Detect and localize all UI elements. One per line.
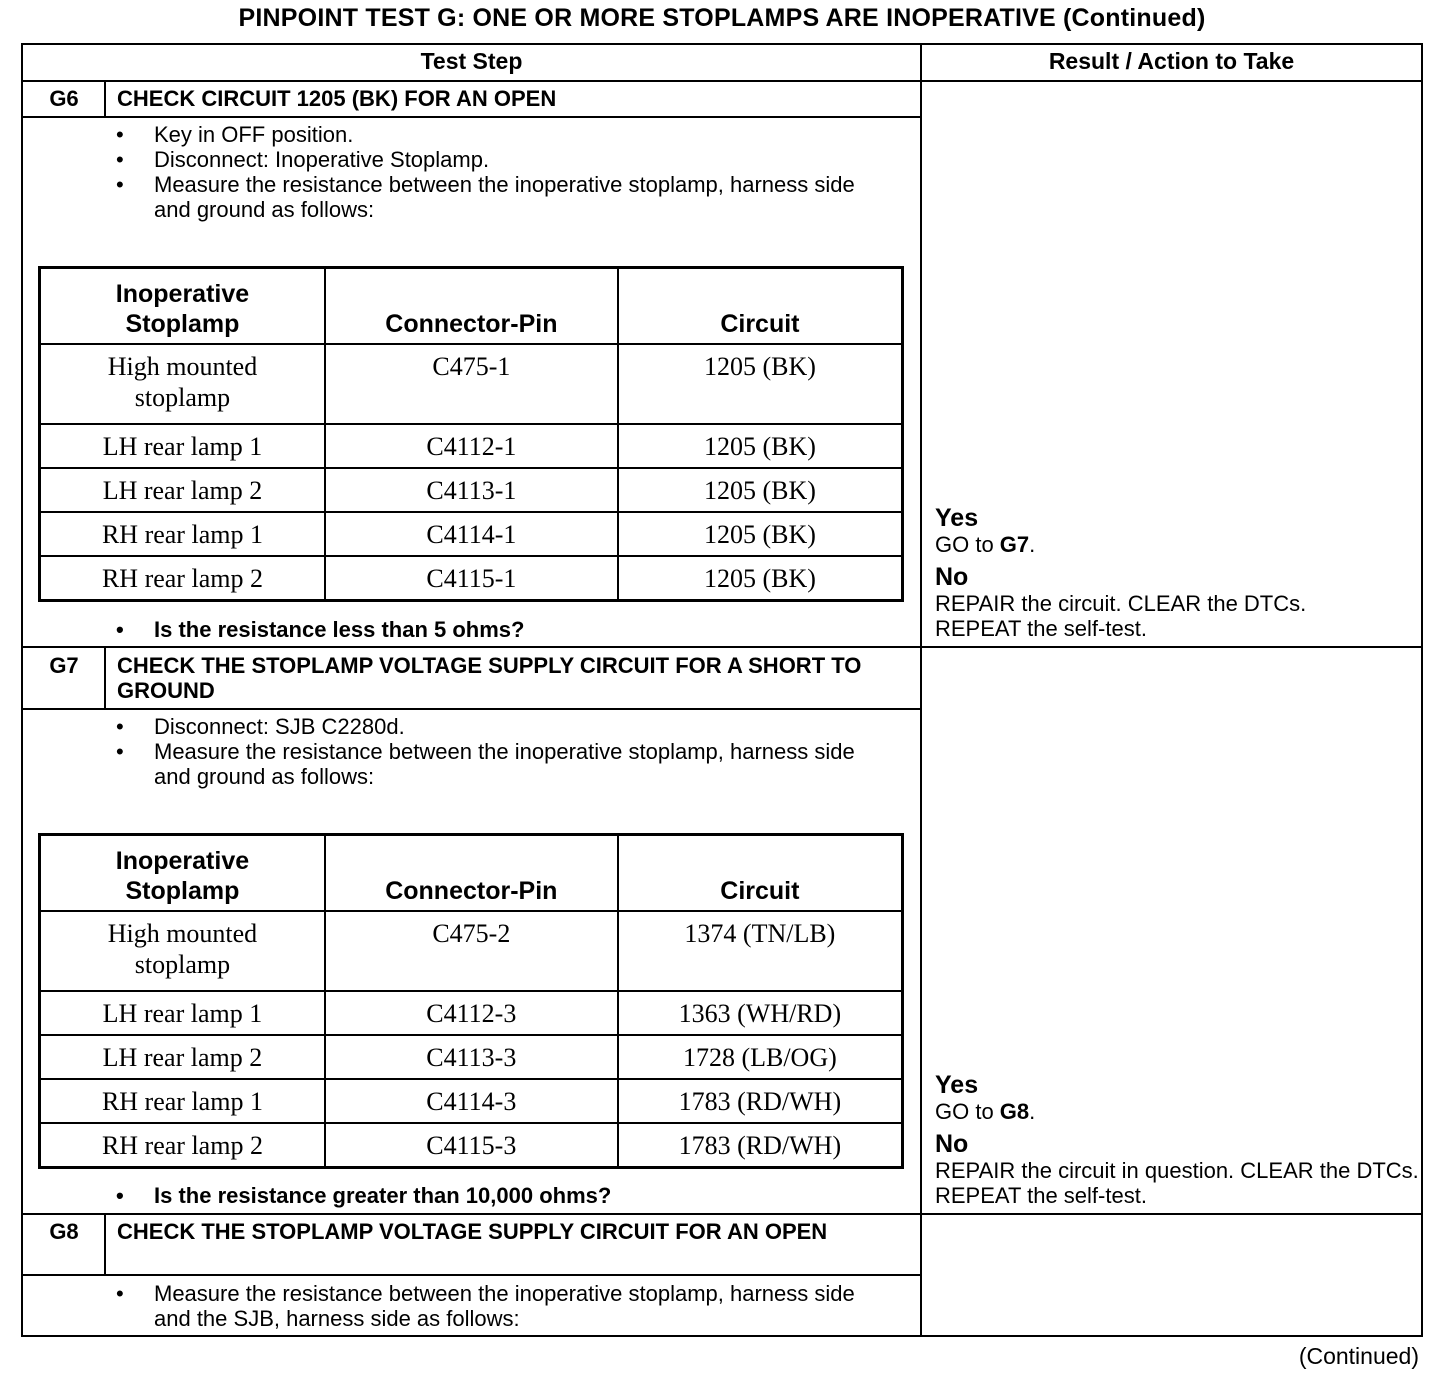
step-question <box>116 1183 896 1208</box>
table-row <box>40 1123 903 1168</box>
cell-lamp: RH rear lamp 2 <box>40 556 325 601</box>
bullet-item: • Measure the resistance between the inoperative stoplamp, harness side and ground as follows: <box>116 172 896 222</box>
cell-lamp: RH rear lamp 2 <box>40 1123 325 1168</box>
cell-circuit: 1205 (BK) <box>618 512 903 556</box>
yes-action: GO to G7. <box>935 532 1036 557</box>
bullet-item: • Disconnect: Inoperative Stoplamp. <box>116 147 896 172</box>
cell-lamp: High mounted stoplamp <box>40 344 325 424</box>
table-row <box>40 991 903 1035</box>
bullet-item: • Disconnect: SJB C2280d. <box>116 714 896 739</box>
cell-circuit: 1205 (BK) <box>618 424 903 468</box>
cell-pin: C4113-3 <box>325 1035 618 1079</box>
step-g7-title-divider <box>21 708 922 710</box>
page-title: PINPOINT TEST G: ONE OR MORE STOPLAMPS ARE INOPERATIVE (Continued) <box>238 4 1206 32</box>
step-title: CHECK THE STOPLAMP VOLTAGE SUPPLY CIRCUIT FOR A SHORT TO GROUND <box>117 653 862 703</box>
table-row <box>40 512 903 556</box>
cell-pin: C4114-1 <box>325 512 618 556</box>
no-action: REPAIR the circuit in question. CLEAR the DTCs. REPEAT the self-test. <box>935 1158 1419 1208</box>
step-result <box>935 1071 1421 1208</box>
column-header-pin: Connector-Pin <box>325 835 618 912</box>
column-divider <box>920 43 922 1337</box>
cell-lamp: LH rear lamp 1 <box>40 424 325 468</box>
bullet-item: • Measure the resistance between the inoperative stoplamp, harness side and the SJB, harness side as follows: <box>116 1281 896 1331</box>
cell-pin: C475-2 <box>325 911 618 991</box>
yes-label: Yes <box>935 504 979 532</box>
cell-circuit: 1363 (WH/RD) <box>618 991 903 1035</box>
step-question <box>116 617 896 642</box>
step-instructions <box>116 122 896 222</box>
step-g6-bottom-divider <box>21 646 1423 648</box>
cell-circuit: 1783 (RD/WH) <box>618 1123 903 1168</box>
header-test-step: Test Step <box>420 48 523 74</box>
cell-pin: C475-1 <box>325 344 618 424</box>
column-header-circuit: Circuit <box>618 835 903 912</box>
step-g7-bottom-divider <box>21 1213 1423 1215</box>
continued-note: (Continued) <box>1298 1343 1419 1369</box>
step-g6-title-divider <box>21 116 922 118</box>
column-header-lamp: Inoperative Stoplamp <box>40 268 325 345</box>
yes-action: GO to G8. <box>935 1099 1036 1124</box>
step-id: G7 <box>49 653 79 678</box>
connector-table <box>38 266 904 602</box>
cell-pin: C4114-3 <box>325 1079 618 1123</box>
header-row-divider <box>21 80 1423 82</box>
cell-pin: C4113-1 <box>325 468 618 512</box>
column-header-pin: Connector-Pin <box>325 268 618 345</box>
table-row <box>40 1079 903 1123</box>
step-title: CHECK THE STOPLAMP VOLTAGE SUPPLY CIRCUIT FOR AN OPEN <box>117 1219 828 1244</box>
cell-circuit: 1728 (LB/OG) <box>618 1035 903 1079</box>
cell-circuit: 1205 (BK) <box>618 344 903 424</box>
step-result <box>935 504 1421 641</box>
table-row <box>40 1035 903 1079</box>
table-row <box>40 424 903 468</box>
cell-lamp: LH rear lamp 2 <box>40 468 325 512</box>
table-row <box>40 556 903 601</box>
table-row <box>40 344 903 424</box>
table-row <box>40 911 903 991</box>
step-instructions <box>116 714 896 789</box>
cell-circuit: 1783 (RD/WH) <box>618 1079 903 1123</box>
cell-pin: C4115-3 <box>325 1123 618 1168</box>
step-title: CHECK CIRCUIT 1205 (BK) FOR AN OPEN <box>117 86 557 111</box>
step-id: G8 <box>49 1219 79 1244</box>
no-label: No <box>935 1130 969 1158</box>
cell-lamp: RH rear lamp 1 <box>40 512 325 556</box>
cell-circuit: 1205 (BK) <box>618 556 903 601</box>
bullet-item: • Key in OFF position. <box>116 122 896 147</box>
question-text: • Is the resistance less than 5 ohms? <box>116 617 896 642</box>
connector-table <box>38 833 904 1169</box>
step-instructions <box>116 1281 896 1331</box>
step-g8-title-divider <box>21 1274 922 1276</box>
no-action: REPAIR the circuit. CLEAR the DTCs. REPEAT the self-test. <box>935 591 1307 641</box>
column-header-circuit: Circuit <box>618 268 903 345</box>
cell-pin: C4115-1 <box>325 556 618 601</box>
cell-lamp: LH rear lamp 2 <box>40 1035 325 1079</box>
cell-circuit: 1205 (BK) <box>618 468 903 512</box>
step-id: G6 <box>49 86 79 111</box>
cell-pin: C4112-1 <box>325 424 618 468</box>
cell-circuit: 1374 (TN/LB) <box>618 911 903 991</box>
column-header-lamp: Inoperative Stoplamp <box>40 835 325 912</box>
yes-label: Yes <box>935 1071 979 1099</box>
table-row <box>40 468 903 512</box>
no-label: No <box>935 563 969 591</box>
header-result: Result / Action to Take <box>1048 48 1295 74</box>
cell-lamp: LH rear lamp 1 <box>40 991 325 1035</box>
question-text: • Is the resistance greater than 10,000 ohms? <box>116 1183 896 1208</box>
bullet-item: • Measure the resistance between the inoperative stoplamp, harness side and ground as follows: <box>116 739 896 789</box>
cell-pin: C4112-3 <box>325 991 618 1035</box>
cell-lamp: RH rear lamp 1 <box>40 1079 325 1123</box>
cell-lamp: High mounted stoplamp <box>40 911 325 991</box>
